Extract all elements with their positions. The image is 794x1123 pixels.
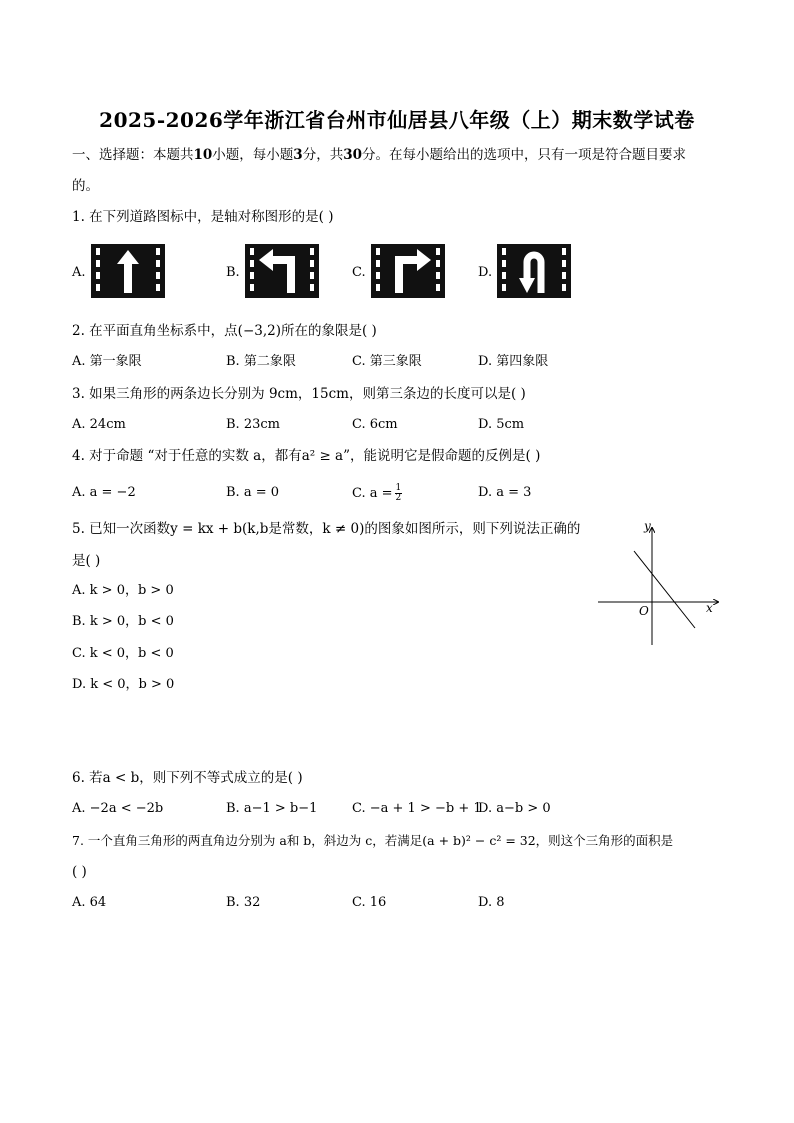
q5-option-a: A. k > 0，b > 0 (72, 583, 174, 598)
q6-option-c: C. −a + 1 > −b + 1 (352, 801, 482, 816)
fraction-numerator: 1 (395, 483, 402, 493)
x-axis-label: x (706, 601, 713, 615)
q1-option-c-label: C. (352, 265, 366, 280)
q1-option-b-label: B. (226, 265, 240, 280)
q4-option-d: D. a = 3 (478, 485, 532, 500)
q1-option-a-label: A. (72, 265, 86, 280)
section-heading (72, 146, 686, 164)
q4-option-c-text: C. a = (352, 486, 393, 501)
q3-option-b: B. 23cm (226, 417, 280, 432)
straight-arrow-sign-icon (91, 244, 165, 298)
q6-option-d: D. a−b > 0 (478, 801, 551, 816)
q2-option-b: B. 第二象限 (226, 354, 296, 369)
question-6-stem: 6. 若a < b，则下列不等式成立的是( ) (72, 770, 303, 786)
q5-option-c: C. k < 0，b < 0 (72, 646, 174, 661)
right-turn-arrow-sign-icon (371, 244, 445, 298)
y-axis-label: y (644, 519, 651, 533)
section-heading-line2: 的。 (72, 178, 99, 194)
fraction-one-half (395, 484, 403, 503)
question-count: 10 (193, 147, 213, 163)
left-turn-arrow-sign-icon (245, 244, 319, 298)
q4-option-b: B. a = 0 (226, 485, 279, 500)
q5-option-d: D. k < 0，b > 0 (72, 677, 175, 692)
total-score: 30 (343, 147, 362, 163)
q4-option-c (352, 484, 402, 503)
question-5-stem-line2: 是( ) (72, 553, 101, 569)
question-2-stem: 2. 在平面直角坐标系中，点(−3,2)所在的象限是( ) (72, 323, 377, 339)
q2-option-d: D. 第四象限 (478, 354, 549, 369)
page-title: 2025-2026学年浙江省台州市仙居县八年级（上）期末数学试卷 (99, 108, 695, 132)
q6-option-b: B. a−1 > b−1 (226, 801, 318, 816)
u-turn-arrow-sign-icon (497, 244, 571, 298)
q1-option-d-label: D. (478, 265, 493, 280)
question-4-stem: 4. 对于命题 “对于任意的实数 a，都有a² ≥ a”，能说明它是假命题的反例是( ) (72, 448, 541, 464)
question-7-stem-line2: ( ) (72, 864, 87, 880)
question-1-stem: 1. 在下列道路图标中，是轴对称图形的是( ) (72, 209, 334, 225)
q7-option-b: B. 32 (226, 895, 261, 910)
section-heading-part2: 小题，每小题 (212, 147, 294, 163)
fraction-denominator: 2 (395, 493, 402, 503)
q2-option-c: C. 第三象限 (352, 354, 422, 369)
question-score: 3 (293, 147, 303, 163)
q7-option-a: A. 64 (72, 895, 107, 910)
origin-label: O (639, 604, 649, 618)
linear-function-graph (594, 518, 724, 650)
q3-option-d: D. 5cm (478, 417, 525, 432)
q7-option-c: C. 16 (352, 895, 387, 910)
q3-option-c: C. 6cm (352, 417, 398, 432)
q3-option-a: A. 24cm (72, 417, 126, 432)
section-heading-part4: 分。在每小题给出的选项中，只有一项是符合题目要求 (362, 147, 686, 163)
q7-option-d: D. 8 (478, 895, 505, 910)
q2-option-a: A. 第一象限 (72, 354, 142, 369)
question-5-stem-line1: 5. 已知一次函数y = kx + b(k,b是常数，k ≠ 0)的图象如图所示，则下列说法正确的 (72, 521, 581, 537)
q6-option-a: A. −2a < −2b (72, 801, 164, 816)
section-heading-part3: 分，共 (302, 147, 344, 163)
question-3-stem: 3. 如果三角形的两条边长分别为 9cm，15cm，则第三条边的长度可以是( ) (72, 386, 526, 402)
question-7-stem-line1: 7. 一个直角三角形的两直角边分别为 a和 b，斜边为 c，若满足(a + b)² − c² = 32，则这个三角形的面积是 (72, 833, 674, 848)
q4-option-a: A. a = −2 (72, 485, 136, 500)
q5-option-b: B. k > 0，b < 0 (72, 614, 174, 629)
section-heading-part1: 一、选择题：本题共 (72, 147, 194, 163)
